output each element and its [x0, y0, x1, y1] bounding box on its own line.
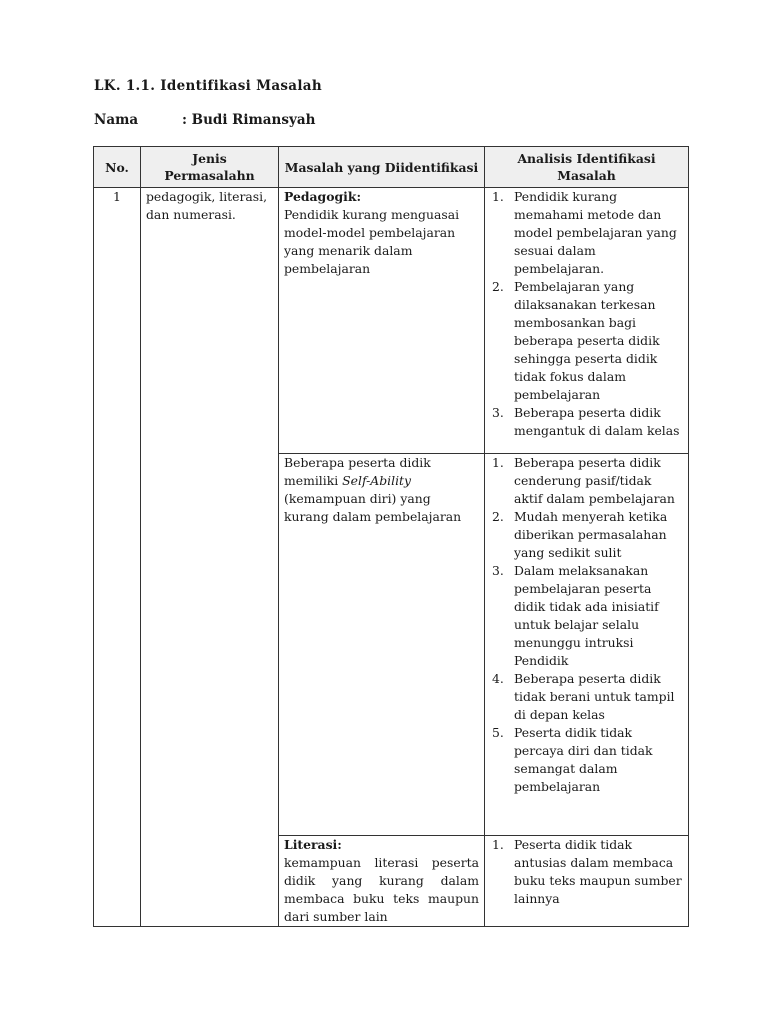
masalah-cell — [279, 454, 485, 836]
list-item: 2. Pembelajaran yang dilaksanakan terkesan membosankan bagi beberapa peserta didik sehingga peserta didik tidak fokus dalam pembelajaran — [492, 279, 660, 402]
masalah-italic-term: Self-Ability — [342, 473, 412, 488]
name-label: Nama — [94, 112, 139, 128]
table-row — [94, 188, 689, 454]
masalah-text: (kemampuan diri) yang kurang dalam pembelajaran — [284, 491, 462, 524]
masalah-text: Pendidik kurang menguasai model-model pembelajaran yang menarik dalam pembelajaran — [284, 207, 460, 276]
name-row — [94, 112, 315, 128]
list-item: 2. Mudah menyerah ketika diberikan permasalahan yang sedikit sulit — [492, 509, 668, 560]
list-item: 1. Beberapa peserta didik cenderung pasif/tidak aktif dalam pembelajaran — [492, 455, 675, 506]
row-number: 1 — [94, 188, 141, 927]
header-masalah: Masalah yang Diidentifikasi — [279, 147, 485, 188]
list-item: 5. Peserta didik tidak percaya diri dan tidak semangat dalam pembelajaran — [492, 725, 653, 794]
problem-identification-table — [93, 146, 689, 927]
analisis-list — [490, 188, 683, 440]
analisis-list — [490, 836, 683, 908]
analisis-cell — [485, 454, 689, 836]
masalah-heading: Literasi: — [284, 837, 342, 852]
name-value: : Budi Rimansyah — [182, 112, 316, 128]
list-item: 4. Beberapa peserta didik tidak berani untuk tampil di depan kelas — [492, 671, 675, 722]
masalah-cell — [279, 188, 485, 454]
list-item: 3. Beberapa peserta didik mengantuk di dalam kelas — [492, 405, 680, 438]
masalah-text: kemampuan literasi peserta didik yang kurang dalam membaca buku teks maupun dari sumber lain — [284, 855, 479, 924]
list-item: 3. Dalam melaksanakan pembelajaran peserta didik tidak ada inisiatif untuk belajar selalu menunggu intruksi Pendidik — [492, 563, 659, 668]
analisis-cell — [485, 836, 689, 927]
jenis-permasalahan: pedagogik, literasi, dan numerasi. — [141, 188, 279, 927]
masalah-cell — [279, 836, 485, 927]
analisis-list — [490, 454, 683, 796]
header-jenis: Jenis Permasalahn — [141, 147, 279, 188]
list-item: 1. Pendidik kurang memahami metode dan model pembelajaran yang sesuai dalam pembelajaran. — [492, 189, 677, 276]
list-item: 1. Peserta didik tidak antusias dalam membaca buku teks maupun sumber lainnya — [492, 837, 682, 906]
masalah-heading: Pedagogik: — [284, 189, 362, 204]
header-analisis: Analisis Identifikasi Masalah — [485, 147, 689, 188]
header-no: No. — [94, 147, 141, 188]
masalah-text: Beberapa peserta didik memiliki — [284, 455, 431, 488]
table-header-row — [94, 147, 689, 188]
document-title: LK. 1.1. Identifikasi Masalah — [94, 78, 322, 94]
analisis-cell — [485, 188, 689, 454]
